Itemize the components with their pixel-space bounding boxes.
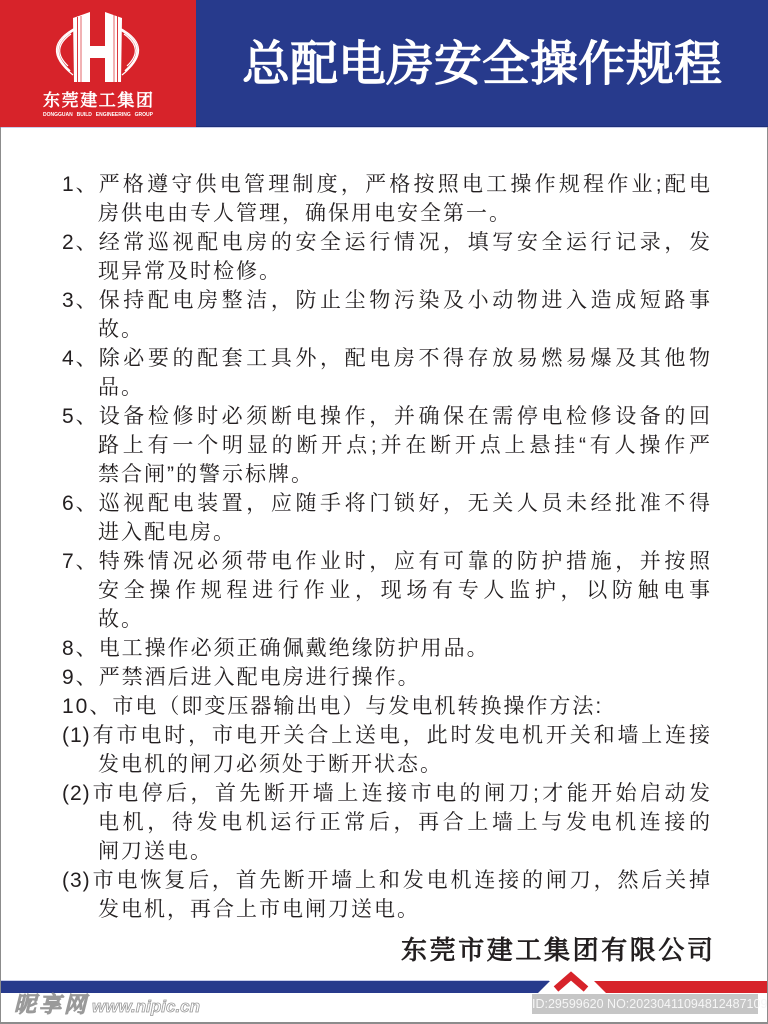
rule-text: 路上有一个明显的断开点;并在断开点上悬挂“有人操作严	[98, 434, 712, 457]
rule-line	[62, 431, 712, 460]
rule-line	[62, 895, 712, 924]
building-h-logo-icon	[0, 0, 196, 92]
rule-line	[62, 199, 712, 228]
rule-text: 经常巡视配电房的安全运行情况，填写安全运行记录，发	[98, 231, 712, 254]
rule-line	[62, 605, 712, 634]
rule-line	[62, 837, 712, 866]
rule-text: 严禁酒后进入配电房进行操作。	[98, 666, 421, 689]
rule-item-10	[0, 692, 768, 924]
rule-number: 2、	[62, 231, 99, 254]
rule-line	[62, 286, 712, 315]
site-watermark-name: 昵享网	[14, 992, 90, 1017]
rule-text: 市电恢复后，首先断开墙上和发电机连接的闸刀，然后关掉	[92, 869, 712, 892]
rule-item-7	[0, 547, 768, 634]
rule-text: 品。	[98, 376, 144, 399]
subrule-number: (3)	[62, 869, 91, 892]
rule-number: 1、	[62, 173, 99, 196]
rule-number: 6、	[62, 492, 99, 515]
rule-text: 故。	[98, 608, 144, 631]
rule-item-3	[0, 286, 768, 344]
header-title-panel	[196, 0, 768, 127]
rule-number: 7、	[62, 550, 99, 573]
rule-line	[62, 518, 712, 547]
red-stripe	[594, 981, 767, 993]
rule-item-1	[0, 170, 768, 228]
rule-text: 发电机的闸刀必须处于断开状态。	[98, 753, 443, 776]
rule-line	[62, 460, 712, 489]
rule-subitem-2	[0, 779, 768, 866]
page-title: 总配电房安全操作规程	[241, 38, 722, 91]
rule-text: 保持配电房整洁，防止尘物污染及小动物进入造成短路事	[98, 289, 712, 312]
rule-text: 除必要的配套工具外，配电房不得存放易燃易爆及其他物	[98, 347, 712, 370]
rule-number: 5、	[62, 405, 99, 428]
rule-line	[62, 315, 712, 344]
rule-line	[62, 344, 712, 373]
rule-line	[62, 257, 712, 286]
rule-line	[62, 228, 712, 257]
rule-text: 房供电由专人管理，确保用电安全第一。	[98, 202, 512, 225]
rule-number: 4、	[62, 347, 99, 370]
rule-item-2	[0, 228, 768, 286]
rule-line	[62, 692, 712, 721]
rule-number: 8、	[62, 637, 99, 660]
rule-item-6	[0, 489, 768, 547]
image-id-watermark: ID:29599620 NO:20230411094812487109	[532, 994, 758, 1014]
rule-item-5	[0, 402, 768, 489]
rule-text: 电机，待发电机运行正常后，再合上墙上与发电机连接的	[98, 811, 712, 834]
rule-text: 发电机，再合上市电闸刀送电。	[98, 898, 420, 921]
rule-line	[62, 779, 712, 808]
rule-text: 严格遵守供电管理制度，严格按照电工操作规程作业;配电	[98, 173, 712, 196]
rule-item-4	[0, 344, 768, 402]
rule-line	[62, 866, 712, 895]
rule-line	[62, 634, 712, 663]
rule-line	[62, 402, 712, 431]
rule-line	[62, 170, 712, 199]
rule-text: 设备检修时必须断电操作，并确保在需停电检修设备的回	[98, 405, 712, 428]
rule-text: 禁合闸”的警示标牌。	[98, 463, 314, 486]
rule-line	[62, 750, 712, 779]
rule-line	[62, 576, 712, 605]
rule-item-9	[0, 663, 768, 692]
rule-item-8	[0, 634, 768, 663]
logo-company-name: 东莞建工集团	[43, 91, 153, 110]
rule-text: 巡视配电装置，应随手将门锁好，无关人员未经批准不得	[98, 492, 712, 515]
rule-number: 3、	[62, 289, 99, 312]
rule-line	[62, 373, 712, 402]
rule-text: 电工操作必须正确佩戴绝缘防护用品。	[98, 637, 490, 660]
rule-text: 安全操作规程进行作业，现场有专人监护，以防触电事	[98, 579, 712, 602]
site-watermark	[14, 993, 200, 1017]
rule-line	[62, 547, 712, 576]
rule-text: 市电（即变压器输出电）与发电机转换操作方法:	[112, 695, 604, 718]
subrule-number: (1)	[62, 724, 91, 747]
rule-text: 有市电时，市电开关合上送电，此时发电机开关和墙上连接	[92, 724, 712, 747]
site-watermark-url: www.nipic.cn	[92, 997, 201, 1016]
rule-line	[62, 489, 712, 518]
header-logo-panel	[0, 0, 196, 127]
rules-list	[0, 170, 768, 924]
rule-text: 特殊情况必须带电作业时，应有可靠的防护措施，并按照	[98, 550, 712, 573]
rule-text: 闸刀送电。	[98, 840, 213, 863]
rule-text: 现异常及时检修。	[98, 260, 282, 283]
rule-number: 10、	[62, 695, 113, 718]
subrule-number: (2)	[62, 782, 91, 805]
rule-subitem-1	[0, 721, 768, 779]
chevron-up-icon	[556, 976, 586, 989]
rule-number: 9、	[62, 666, 99, 689]
rule-line	[62, 721, 712, 750]
company-name: 东莞市建工集团有限公司	[401, 935, 716, 965]
logo-company-name-en: DONGGUAN BUILD ENGINEERING GROUP	[43, 112, 153, 118]
rule-line	[62, 808, 712, 837]
rule-text: 进入配电房。	[98, 521, 236, 544]
rule-text: 故。	[98, 318, 144, 341]
rule-text: 市电停后，首先断开墙上连接市电的闸刀;才能开始启动发	[92, 782, 712, 805]
rule-subitem-3	[0, 866, 768, 924]
rule-line	[62, 663, 712, 692]
